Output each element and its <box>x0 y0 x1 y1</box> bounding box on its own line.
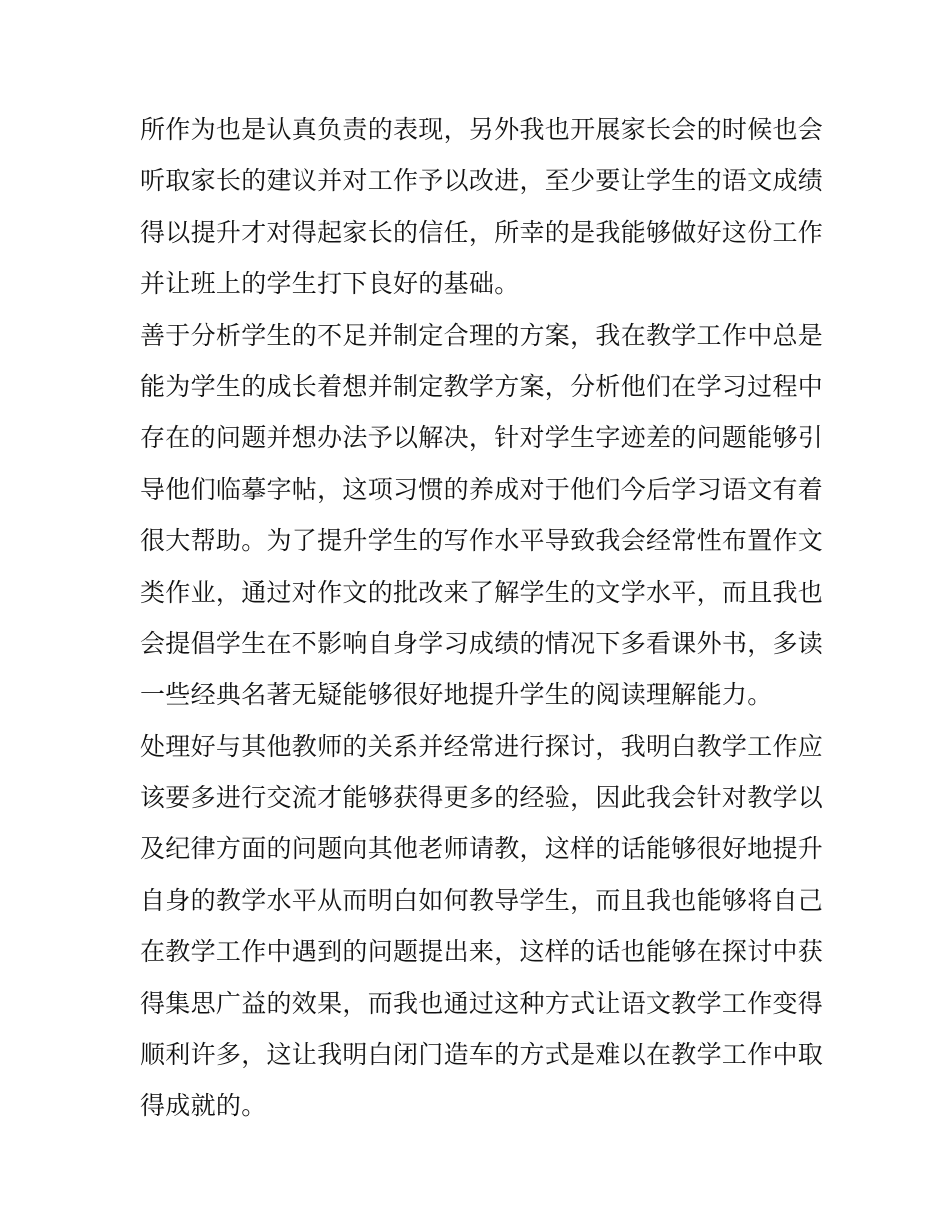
text-line: 类作业，通过对作文的批改来了解学生的文学水平，而且我也 <box>140 577 824 607</box>
text-line: 所作为也是认真负责的表现，另外我也开展家长会的时候也会 <box>140 115 824 144</box>
text-line: 自身的教学水平从而明白如何教导学生，而且我也能够将自己 <box>140 885 824 915</box>
text-line: 存在的问题并想办法予以解决，针对学生字迹差的问题能够引 <box>140 423 824 453</box>
text-line: 得成就的。 <box>140 1091 267 1121</box>
text-line: 并让班上的学生打下良好的基础。 <box>140 269 520 299</box>
text-line: 听取家长的建议并对工作予以改进，至少要让学生的语文成绩 <box>140 166 824 196</box>
text-line: 善于分析学生的不足并制定合理的方案，我在教学工作中总是 <box>140 320 824 350</box>
text-line: 会提倡学生在不影响自身学习成绩的情况下多看课外书，多读 <box>140 628 824 658</box>
text-line: 得以提升才对得起家长的信任，所幸的是我能够做好这份工作 <box>140 217 824 247</box>
text-line: 及纪律方面的问题向其他老师请教，这样的话能够很好地提升 <box>140 834 824 864</box>
text-line: 该要多进行交流才能够获得更多的经验，因此我会针对教学以 <box>140 783 824 813</box>
text-line: 导他们临摹字帖，这项习惯的养成对于他们今后学习语文有着 <box>140 474 824 504</box>
text-line: 在教学工作中遇到的问题提出来，这样的话也能够在探讨中获 <box>140 937 824 967</box>
text-line: 处理好与其他教师的关系并经常进行探讨，我明白教学工作应 <box>140 731 824 761</box>
text-line: 能为学生的成长着想并制定教学方案，分析他们在学习过程中 <box>140 371 824 401</box>
body-text <box>140 104 824 1132</box>
text-line: 很大帮助。为了提升学生的写作水平导致我会经常性布置作文 <box>140 526 824 556</box>
text-line: 得集思广益的效果，而我也通过这种方式让语文教学工作变得 <box>140 988 824 1018</box>
text-line: 一些经典名著无疑能够很好地提升学生的阅读理解能力。 <box>140 680 773 710</box>
text-line: 顺利许多，这让我明白闭门造车的方式是难以在教学工作中取 <box>140 1040 824 1070</box>
